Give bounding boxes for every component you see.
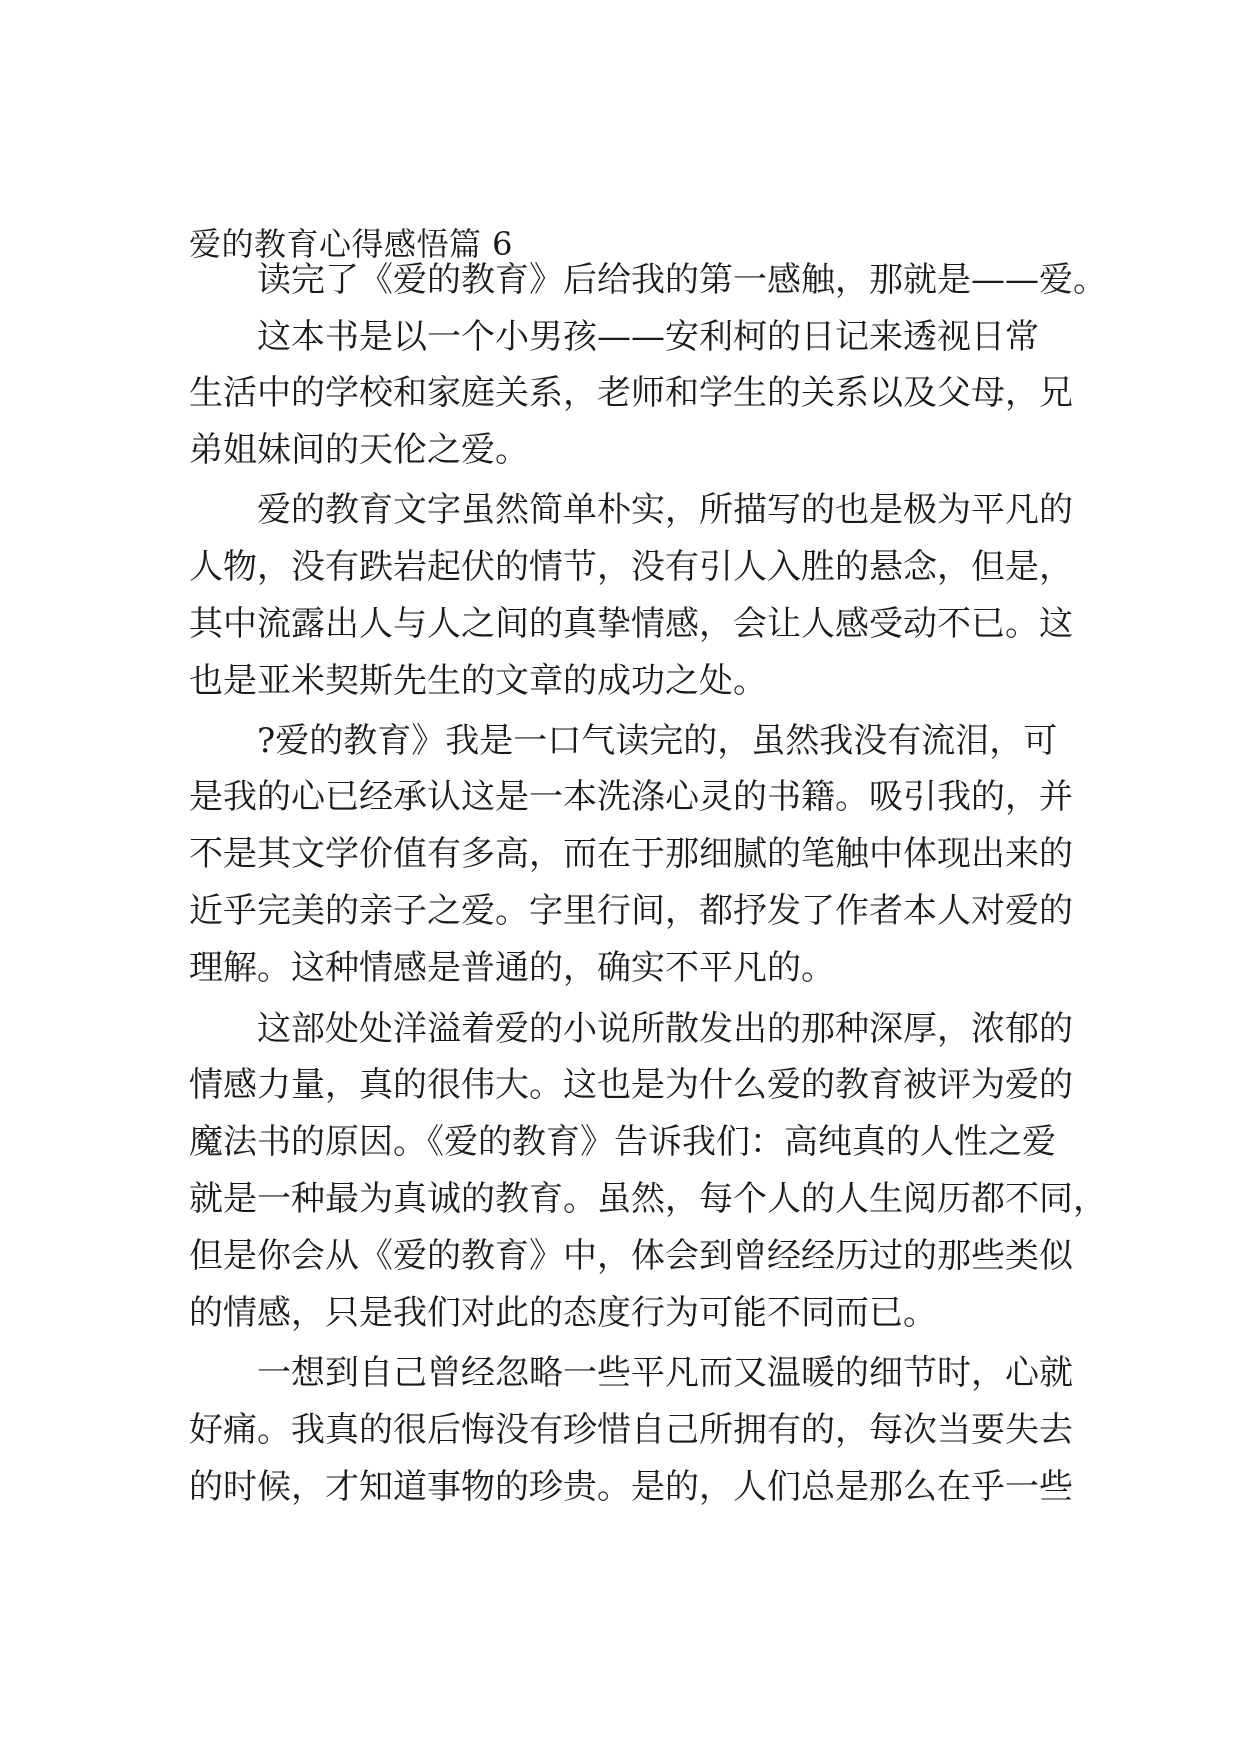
text-line: 一想到自己曾经忽略一些平凡而又温暖的细节时，心就	[257, 1353, 1073, 1393]
text-line: ?爱的教育》我是一口气读完的，虽然我没有流泪，可	[257, 721, 1058, 761]
text-line: 读完了《爱的教育》后给我的第一感触，那就是——爱。	[257, 260, 1107, 300]
text-line: 弟姐妹间的天伦之爱。	[189, 430, 529, 470]
text-line: 爱的教育文字虽然简单朴实，所描写的也是极为平凡的	[257, 490, 1073, 530]
text-line: 的情感，只是我们对此的态度行为可能不同而已。	[189, 1293, 937, 1333]
text-line: 就是一种最为真诚的教育。虽然，每个人的人生阅历都不同，	[189, 1179, 1107, 1219]
text-line: 的时候，才知道事物的珍贵。是的，人们总是那么在乎一些	[189, 1467, 1073, 1507]
text-line: 魔法书的原因。《爱的教育》告诉我们：高纯真的人性之爱	[189, 1122, 1056, 1162]
text-line: 这本书是以一个小男孩——安利柯的日记来透视日常	[257, 317, 1039, 357]
text-line: 人物，没有跌岩起伏的情节，没有引人入胜的悬念，但是，	[189, 547, 1073, 587]
text-line: 好痛。我真的很后悔没有珍惜自己所拥有的，每次当要失去	[189, 1410, 1073, 1450]
text-line: 近乎完美的亲子之爱。字里行间，都抒发了作者本人对爱的	[189, 891, 1073, 931]
text-line: 也是亚米契斯先生的文章的成功之处。	[189, 661, 767, 701]
document-title: 爱的教育心得感悟篇 6	[189, 225, 514, 263]
text-line: 不是其文学价值有多高，而在于那细腻的笔触中体现出来的	[189, 834, 1073, 874]
text-line: 这部处处洋溢着爱的小说所散发出的那种深厚，浓郁的	[257, 1009, 1073, 1049]
text-line: 生活中的学校和家庭关系，老师和学生的关系以及父母，兄	[189, 373, 1073, 413]
text-line: 但是你会从《爱的教育》中，体会到曾经经历过的那些类似	[189, 1236, 1073, 1276]
text-line: 情感力量，真的很伟大。这也是为什么爱的教育被评为爱的	[189, 1065, 1073, 1105]
text-line: 是我的心已经承认这是一本洗涤心灵的书籍。吸引我的，并	[189, 777, 1073, 817]
text-line: 其中流露出人与人之间的真挚情感，会让人感受动不已。这	[189, 604, 1073, 644]
text-line: 理解。这种情感是普通的，确实不平凡的。	[189, 948, 835, 988]
